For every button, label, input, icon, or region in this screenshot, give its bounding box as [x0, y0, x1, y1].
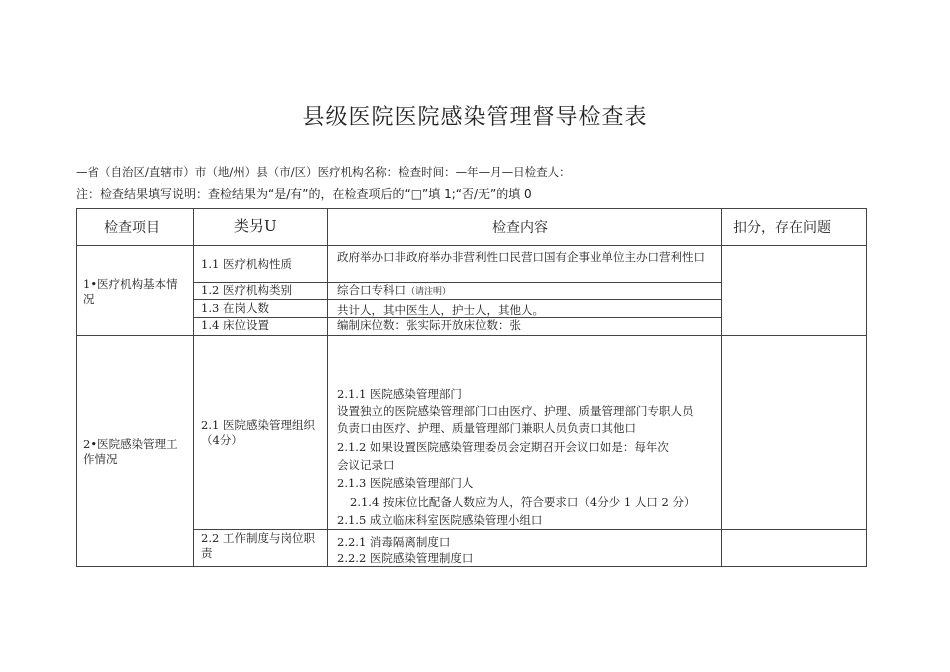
section2-category: 2.1 医院感染管理组织（4分） — [201, 418, 315, 447]
section1-content: 政府举办口非政府举办非营利性口民营口国有企事业单位主办口营利性口 — [337, 250, 705, 264]
section2-content-line: 2.1.2 如果设置医院感染管理委员会定期召开会议口如是：每年次 — [337, 440, 669, 454]
header-content: 检查内容 — [492, 220, 548, 236]
section2-content-line: 2.1.4 按床位比配备人数应为人，符合要求口（4分少 1 人口 2 分） — [350, 495, 696, 509]
meta-line: —省（自治区/直辖市）市（地/州）县（市/区）医疗机构名称：检查时间：—年—月—日检查人： — [76, 165, 571, 179]
section2-content-line: 2.1.5 成立临床科室医院感染管理小组口 — [337, 513, 543, 527]
table-divider — [721, 208, 722, 567]
section2-category: 2.2 工作制度与岗位职责 — [201, 531, 315, 560]
note-line: 注：检查结果填写说明：查检结果为“是/有”的，在检查项后的“□”填 1;“否/无”的填 0 — [76, 187, 532, 201]
section1-content: 编制床位数：张实际开放床位数：张 — [337, 318, 521, 332]
table-divider — [193, 299, 721, 300]
section1-category: 1.3 在岗人数 — [201, 301, 269, 315]
content-text: 综合口专科口 — [337, 283, 406, 297]
section2-content-line: 2.1.3 医院感染管理部门人 — [337, 476, 474, 490]
header-deduct: 扣分，存在问题 — [733, 220, 831, 236]
section1-category: 1.4 床位设置 — [201, 318, 269, 332]
table-divider — [193, 529, 867, 530]
section2-content-line: 负责口由医疗、护理、质量管理部门兼职人员负责口其他口 — [337, 421, 636, 435]
section1-category: 1.1 医疗机构性质 — [201, 257, 292, 271]
section1-item: 1•医疗机构基本情况 — [83, 277, 178, 306]
table-divider — [76, 245, 867, 246]
section2-content-line: 2.2.1 消毒隔离制度口 — [337, 535, 451, 549]
header-item: 检查项目 — [104, 220, 160, 236]
section2-item: 2•医院感染管理工作情况 — [83, 437, 178, 466]
section2-content-line: 设置独立的医院感染管理部门口由医疗、护理、质量管理部门专职人员 — [337, 404, 694, 418]
section2-content-line: 会议记录口 — [337, 458, 395, 472]
section1-category: 1.2 医疗机构类别 — [201, 283, 292, 297]
table-divider — [76, 335, 867, 336]
header-category: 类另U — [234, 217, 277, 235]
content-note: （请注明） — [406, 287, 452, 297]
page-title: 县级医院医院感染管理督导检查表 — [302, 105, 648, 130]
section2-content-line: 2.1.1 医院感染管理部门 — [337, 387, 462, 401]
section2-content-line: 2.2.2 医院感染管理制度口 — [337, 551, 474, 565]
table-divider — [327, 208, 328, 567]
section1-content: 共计人，其中医生人，护士人，其他人。 — [337, 303, 544, 317]
section1-content — [337, 283, 451, 300]
table-divider — [193, 208, 194, 567]
